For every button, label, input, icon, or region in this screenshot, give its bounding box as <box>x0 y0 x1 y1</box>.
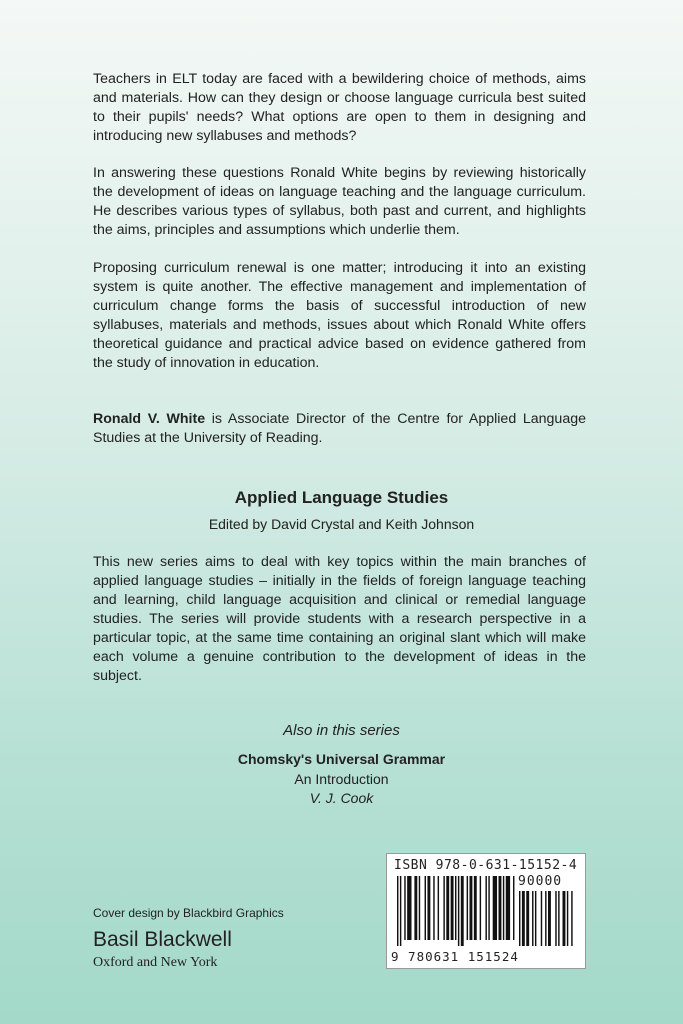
series-title: Applied Language Studies <box>234 488 449 507</box>
cover-design-credit: Cover design by Blackbird Graphics <box>93 906 284 920</box>
publisher-place: Oxford and New York <box>93 955 218 970</box>
related-book-subtitle: An Introduction <box>294 771 389 787</box>
barcode-digits: 9 780631 151524 <box>391 949 519 964</box>
also-in-series-heading: Also in this series <box>283 722 400 739</box>
intro-paragraph-3: Proposing curriculum renewal is one matter; introducing it into an existing system is quite another. The effective management and implementation of curriculum change forms the basis of successful introduction of new syllabuses, materials and methods, issues about which Ronald White offers theoretical guidance and practical advice based on evidence gathered from the study of innovation in education. <box>93 260 586 371</box>
intro-paragraph-1: Teachers in ELT today are faced with a bewildering choice of methods, aims and materials. How can they design or choose language curricula best suited to their pupils' needs? What options are open to them in designing and introducing new syllabuses and methods? <box>93 71 586 144</box>
series-description: This new series aims to deal with key topics within the main branches of applied language studies – initially in the fields of foreign language teaching and learning, child language acquisition and clinical or remedial language studies. The series will provide students with a research perspective in a particular topic, at the same time containing an original slant which will make each volume a genuine contribution to the development of ideas in the subject. <box>93 554 586 684</box>
publisher-name: Basil Blackwell <box>93 928 232 951</box>
addon-barcode-bars <box>519 891 577 948</box>
price-addon-label: 90000 <box>518 874 563 889</box>
author-bio <box>93 410 586 448</box>
author-bio-text: is Associate Director of the Centre for Applied Language Studies at the University of Reading. <box>93 411 586 446</box>
isbn-barcode <box>386 853 586 969</box>
intro-paragraph-2: In answering these questions Ronald White begins by reviewing historically the development of ideas on language teaching and the language curriculum. He describes various types of syllabus, both past and current, and highlights the aims, principles and assumptions which underlie them. <box>93 165 586 238</box>
related-book-title: Chomsky's Universal Grammar <box>237 751 446 767</box>
author-name: Ronald V. White <box>93 411 206 427</box>
series-editors: Edited by David Crystal and Keith Johnson <box>208 516 475 532</box>
isbn-label: ISBN 978-0-631-15152-4 <box>394 858 578 873</box>
ean-barcode-bars <box>397 876 515 948</box>
related-book-author: V. J. Cook <box>309 790 374 806</box>
